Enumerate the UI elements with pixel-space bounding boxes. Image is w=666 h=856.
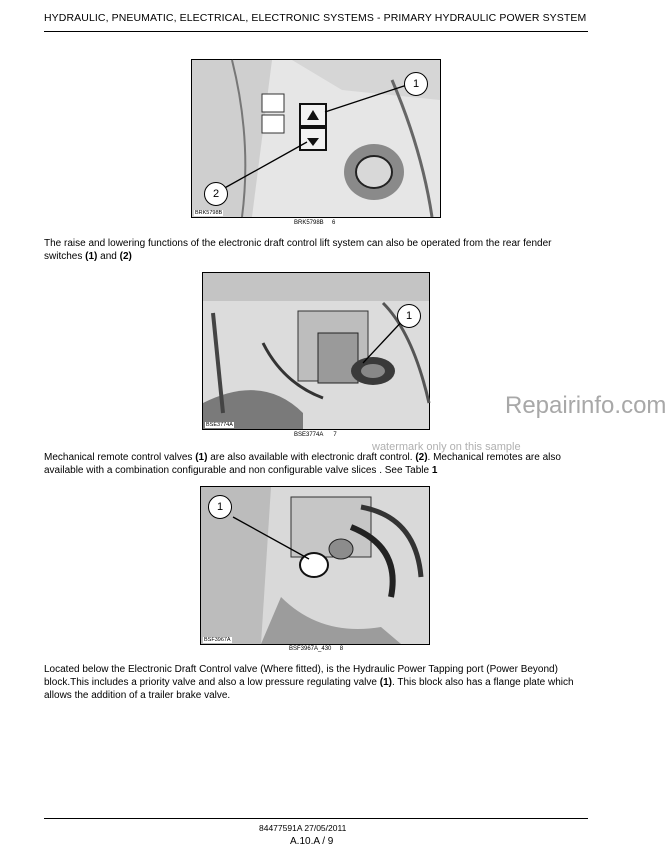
figure-7-image: [202, 272, 430, 430]
caption-number: 6: [332, 220, 336, 226]
image-code: BSF3967A: [204, 637, 231, 643]
page-header-title: HYDRAULIC, PNEUMATIC, ELECTRICAL, ELECTRONIC SYSTEMS - PRIMARY HYDRAULIC POWER SYSTEM: [44, 12, 587, 24]
figure-6-caption: [294, 220, 335, 226]
ref-1: (1): [379, 677, 392, 688]
caption-code: BSE3774A: [294, 432, 324, 438]
ref-1: (1): [195, 452, 208, 463]
figure-6-image: [191, 59, 441, 218]
image-code: BRK5798B: [195, 210, 223, 216]
ref-2: (2): [119, 251, 132, 262]
footer-page-ref: A.10.A / 9: [290, 836, 334, 847]
paragraph-2: [44, 451, 590, 477]
paragraph-3: [44, 663, 590, 702]
footer-rule: [44, 818, 588, 819]
caption-number: 8: [339, 646, 344, 652]
figure-8-caption: [289, 646, 343, 652]
text-run: . This block also has a flange plate which allows the addition of a trailer brake valve.: [44, 677, 574, 701]
fender-switch-photo: [192, 60, 440, 217]
callout-1: 1: [404, 72, 428, 96]
ref-3: 1: [431, 465, 438, 476]
power-beyond-block-photo: [201, 487, 429, 644]
header-rule: [44, 31, 588, 32]
callout-1: 1: [208, 495, 232, 519]
callout-1: 1: [397, 304, 421, 328]
text-run: Mechanical remote control valves: [44, 452, 196, 463]
text-run: Located below the Electronic Draft Control valve (Where fitted), is the Hydraulic Power Tapping port (Power Beyond) block.This includes a priority valve and also a low pressure regulating valve: [44, 664, 558, 688]
text-run: are also available with electronic draft control.: [207, 452, 416, 463]
caption-number: 7: [333, 432, 337, 438]
ref-1: (1): [85, 251, 98, 262]
ref-2: (2): [415, 452, 428, 463]
remote-valve-photo: [203, 273, 429, 429]
image-code: BSE3774A: [206, 422, 233, 428]
paragraph-1: [44, 237, 590, 263]
caption-code: BRK5798B: [294, 220, 324, 226]
watermark-site: Repairinfo.com: [505, 392, 666, 419]
text-run: The raise and lowering functions of the electronic draft control lift system can also be operated from the rear fender switches: [44, 238, 552, 262]
figure-8-image: [200, 486, 430, 645]
watermark-note: watermark only on this sample: [372, 441, 521, 453]
text-run: and: [97, 251, 120, 262]
caption-code: BSF3967A_430: [289, 646, 332, 652]
footer-doc-date: 84477591A 27/05/2011: [259, 823, 347, 833]
text-run: . Mechanical remotes are also available with a combination configurable and non configurable valve slices . See Table: [44, 452, 561, 476]
figure-7-caption: [294, 432, 337, 438]
callout-2: 2: [204, 182, 228, 206]
